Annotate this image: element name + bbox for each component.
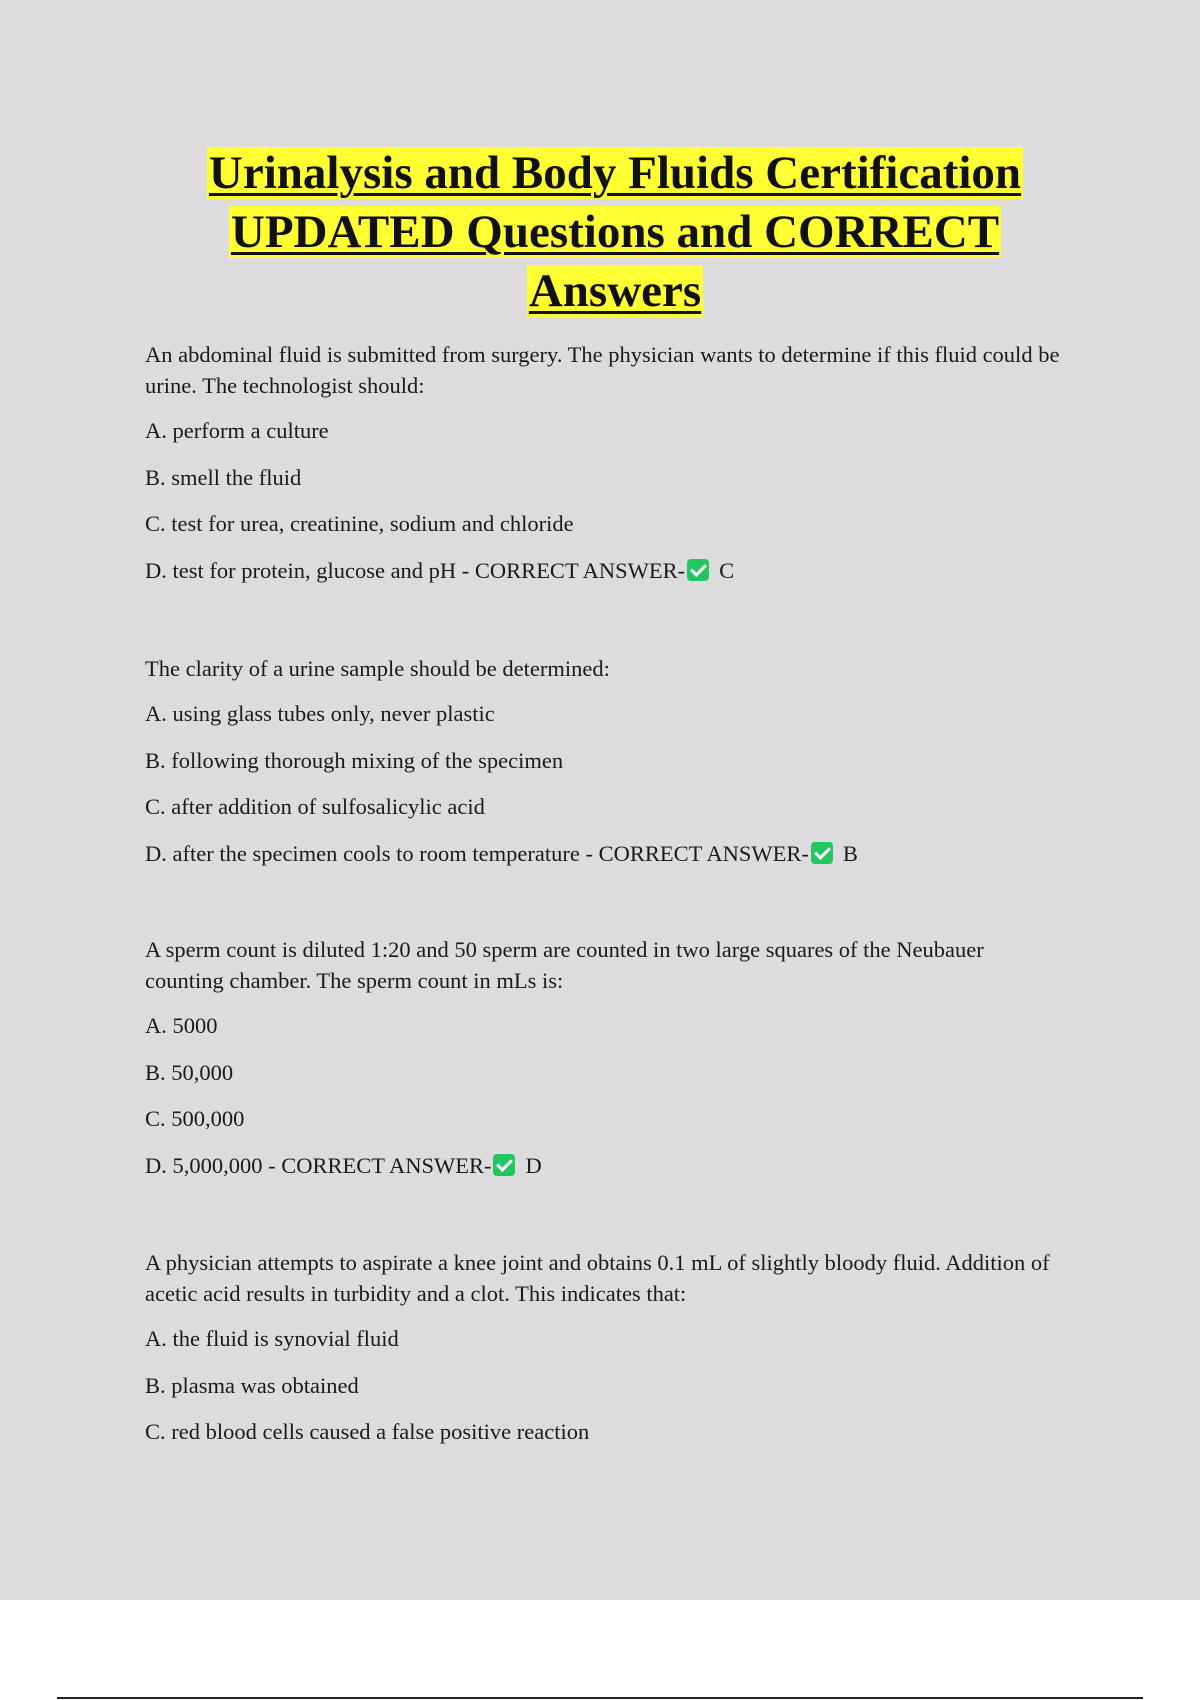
title-line-1: Urinalysis and Body Fluids Certification (208, 147, 1022, 199)
question-text: A sperm count is diluted 1:20 and 50 sperm are counted in two large squares of the Neubauer counting chamber. The sperm count in mLs is: (145, 937, 984, 993)
option-b: B. smell the fluid (145, 464, 302, 490)
option-d: D. 5,000,000 - CORRECT ANSWER- (145, 1152, 492, 1178)
correct-answer: C (719, 557, 735, 583)
option-c: C. red blood cells caused a false positive reaction (145, 1419, 590, 1444)
option-d-with-answer (145, 838, 1065, 869)
document-title (145, 144, 1085, 321)
question-1 (145, 339, 1065, 601)
check-icon (811, 842, 833, 864)
option-b: B. 50,000 (145, 1059, 234, 1085)
title-line-2: UPDATED Questions and CORRECT (230, 206, 1000, 258)
check-icon (493, 1154, 515, 1176)
option-d-with-answer (145, 555, 1065, 586)
correct-answer: D (525, 1152, 542, 1178)
option-a: A. 5000 (145, 1013, 218, 1038)
title-line-3: Answers (528, 265, 702, 317)
question-text: A physician attempts to aspirate a knee joint and obtains 0.1 mL of slightly bloody fluid. Addition of acetic acid results in turbidity and a clot. This indicates that: (145, 1250, 1050, 1306)
option-d: D. after the specimen cools to room temperature - CORRECT ANSWER- (145, 840, 809, 866)
question-4 (145, 1247, 1065, 1463)
question-3 (145, 934, 1065, 1196)
option-c: C. after addition of sulfosalicylic acid (145, 794, 485, 819)
option-c: C. 500,000 (145, 1106, 245, 1131)
option-a: A. the fluid is synovial fluid (145, 1326, 399, 1351)
footer-divider (57, 1697, 1143, 1699)
question-text: The clarity of a urine sample should be determined: (145, 656, 610, 681)
question-2 (145, 653, 1065, 884)
option-b: B. following thorough mixing of the specimen (145, 747, 564, 773)
question-text: An abdominal fluid is submitted from surgery. The physician wants to determine if this fluid could be urine. The technologist should: (145, 342, 1060, 398)
correct-answer: B (842, 840, 858, 866)
check-icon (687, 559, 709, 581)
option-a: A. using glass tubes only, never plastic (145, 701, 495, 726)
option-d: D. test for protein, glucose and pH - CORRECT ANSWER- (145, 557, 686, 583)
option-d-with-answer (145, 1150, 1065, 1181)
option-c: C. test for urea, creatinine, sodium and chloride (145, 511, 574, 536)
option-b: B. plasma was obtained (145, 1372, 359, 1398)
option-a: A. perform a culture (145, 418, 329, 443)
